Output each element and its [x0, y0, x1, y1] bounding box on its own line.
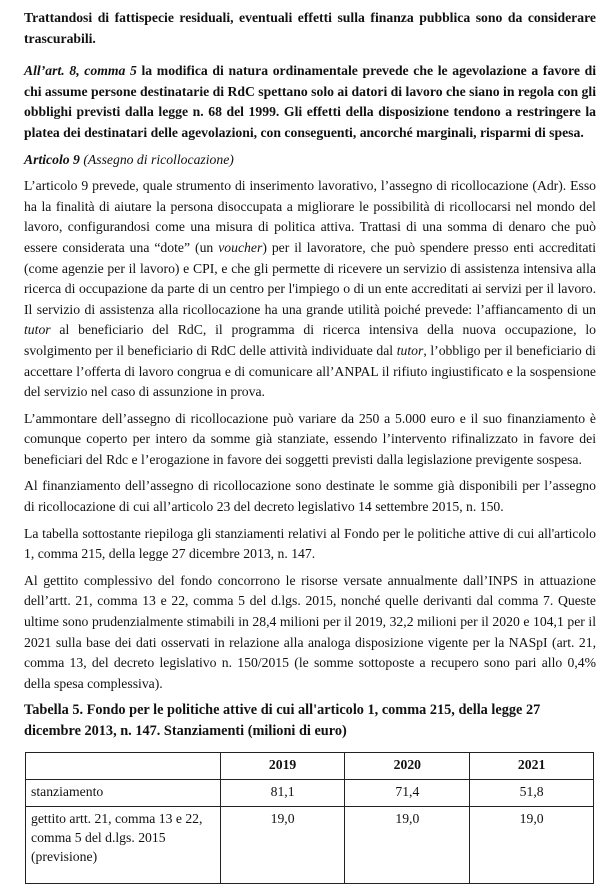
- paragraph-art8-comma5: [24, 61, 596, 143]
- table-cell: 81,1: [220, 780, 345, 807]
- article9-subtitle: (Assegno di ricollocazione): [83, 151, 234, 167]
- table-header-cell: 2021: [470, 753, 594, 780]
- table-cell: stanziamento: [26, 780, 221, 807]
- table-row: [26, 780, 594, 807]
- document-page: [24, 8, 596, 884]
- paragraph-fiscal-effects: Trattandosi di fattispecie residuali, eventuali effetti sulla finanza pubblica sono da considerare trascurabili.: [24, 10, 596, 46]
- art8-text: la modifica di natura ordinamentale prevede che le agevolazione a favore di chi assume persone destinatarie di RdC spettano solo ai datori di lavoro che siano in regola con gli obblighi previsti dalla legge n. 68 del 1999. Gli effetti della disposizione tendono a restringere la platea dei destinatari delle agevolazioni, con conseguenti, ancorché marginali, risparmi di spesa.: [24, 63, 596, 140]
- paragraph-article9-description: L’articolo 9 prevede, quale strumento di inserimento lavorativo, l’assegno di ricollocazione (Adr). Esso ha la finalità di aiutare la persona disoccupata a migliorare le possibilità di ricollocarsi nel mondo del lavoro, configurandosi come una misura di politica attiva. Trattasi di una somma di denaro che può essere considerata una “dote” (un voucher) per il lavoratore, che può spendere presso enti accreditati (come agenzie per il lavoro) e CPI, e che gli permette di ricevere un servizio di assistenza intensiva alla ricerca di occupazione da parte di un centro per l'impiego o di un ente accreditati ai servizi per il lavoro. Il servizio di assistenza alla ricollocazione ha una grande utilità poiché prevede: l’affiancamento di un tutor al beneficiario del RdC, il programma di ricerca intensiva della nuova occupazione, lo svolgimento per il beneficiario di RdC delle attività individuate dal tutor, l’obbligo per il beneficiario di accettare l’offerta di lavoro congrua e di comunicare all’ANPAL il rifiuto ingiustificato e la sospensione del servizio nel caso di assunzione in prova.: [24, 178, 597, 400]
- table-row: [26, 807, 594, 884]
- table-header-cell: 2019: [220, 753, 345, 780]
- paragraph-assegno-amount: L’ammontare dell’assegno di ricollocazione può variare da 250 a 5.000 euro e il suo finanziamento è comunque coperto per intero da somme già stanziate, essendo l’intervento rifinalizzato in favore dei beneficiari del Rdc e l’erogazione in favore dei soggetti previsti dalla legislazione previgente sospesa.: [24, 410, 596, 467]
- table-cell: 19,0: [220, 807, 345, 884]
- table-cell: 19,0: [345, 807, 470, 884]
- art8-lead: All’art. 8, comma 5: [24, 63, 137, 79]
- table-header-cell: [26, 753, 221, 780]
- article9-heading: [24, 150, 596, 171]
- table-cell: 19,0: [470, 807, 594, 884]
- paragraph-financing: Al finanziamento dell’assegno di ricollocazione sono destinate le somme già disponibili per l’assegno di ricollocazione di cui all’articolo 23 del decreto legislativo 14 settembre 2015, n. 150.: [24, 478, 596, 515]
- table-caption: Tabella 5. Fondo per le politiche attive di cui all'articolo 1, comma 215, della legge 27 dicembre 2013, n. 147. Stanziamenti (milioni di euro): [24, 702, 541, 740]
- table-cell: 71,4: [345, 780, 470, 807]
- funding-table: [25, 752, 594, 884]
- article9-title: Articolo 9: [24, 151, 80, 167]
- table-header-cell: 2020: [345, 753, 470, 780]
- table-cell: gettito artt. 21, comma 13 e 22, comma 5 del d.lgs. 2015 (previsione): [26, 807, 221, 884]
- table-header-row: [26, 753, 594, 780]
- paragraph-table-intro: La tabella sottostante riepiloga gli stanziamenti relativi al Fondo per le politiche attive di cui all'articolo 1, comma 215, della legge 27 dicembre 2013, n. 147.: [24, 525, 596, 562]
- table-cell: 51,8: [470, 780, 594, 807]
- paragraph-fund-revenue: Al gettito complessivo del fondo concorrono le risorse versate annualmente dall’INPS in attuazione dell’artt. 21, comma 13 e 22, comma 5 del d.lgs. 2015, nonché quelle derivanti dal comma 7. Queste ultime sono prudenzialmente stimabili in 28,4 milioni per il 2019, 32,2 milioni per il 2020 e 104,1 per il 2021 sulla base dei dati osservati in relazione alla analoga disposizione vigente per la NASpI (art. 21, comma 13, del decreto legislativo n. 150/2015 (le somme sottoposte a recupero sono pari allo 0,4% della spesa complessiva).: [24, 572, 596, 691]
